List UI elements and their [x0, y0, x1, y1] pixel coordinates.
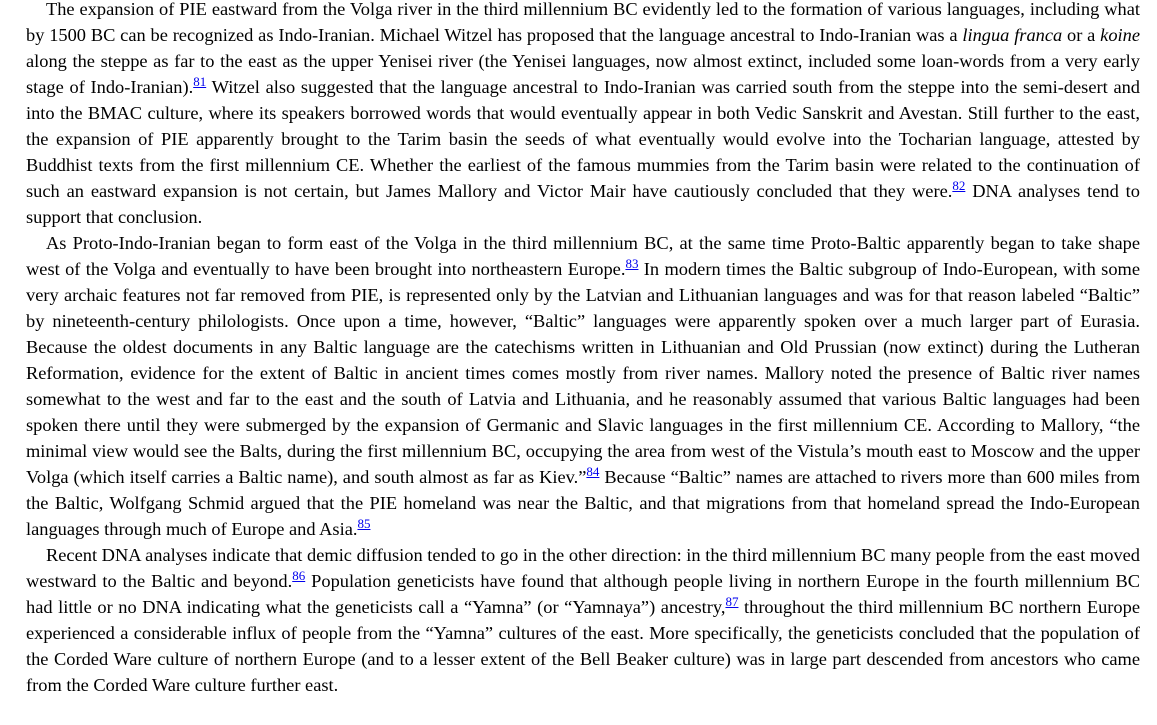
text-run: Recent DNA analyses indicate that demic diffusion tended to go in the other direction: in the third millennium BC many people from the east moved westward to the Baltic and beyond. — [26, 545, 1140, 591]
text-run: throughout the third millennium BC northern Europe experienced a considerable influx of people from the “Yamna” cultures of the east. More specifically, the geneticists concluded that the population of the Corded Ware culture of northern Europe (and to a lesser extent of the Bell Beaker culture) was in large part descended from ancestors who came from the Corded Ware culture further east. — [26, 597, 1140, 695]
text-run: DNA analyses tend to support that conclusion. — [26, 181, 1140, 227]
text-run: In modern times the Baltic subgroup of Indo-European, with some very archaic features not far removed from PIE, is represented only by the Latvian and Lithuanian languages and was for that reason labeled “Baltic” by nineteenth-century philologists. Once upon a time, however, “Baltic” languages were apparently spoken over a much larger part of Eurasia. Because the oldest documents in any Baltic language are the catechisms written in Lithuanian and Old Prussian (now extinct) during the Lutheran Reformation, evidence for the extent of Baltic in ancient times comes mostly from river names. Mallory noted the presence of Baltic river names somewhat to the west and far to the east and the south of Latvia and Lithuania, and he reasonably assumed that various Baltic languages had been spoken there until they were submerged by the expansion of Germanic and Slavic languages in the first millennium CE. According to Mallory, “the minimal view would see the Balts, during the first millennium BC, occupying the area from west of the Vistula’s mouth east to Moscow and the upper Volga (which itself carries a Baltic name), and south almost as far as Kiev.” — [26, 259, 1141, 487]
footnote-link[interactable]: 84 — [586, 464, 600, 479]
text-run: The expansion of PIE eastward from the Volga river in the third millennium BC evidently led to the formation of various languages, including what by 1500 BC can be recognized as Indo-Iranian. Michael Witzel has proposed that the language ancestral to Indo-Iranian was a — [26, 0, 1140, 45]
paragraph — [26, 542, 1140, 698]
italic-term: lingua franca — [962, 25, 1063, 45]
text-run: Because “Baltic” names are attached to rivers more than 600 miles from the Baltic, Wolfgang Schmid argued that the PIE homeland was near the Baltic, and that migrations from that homeland spread the Indo-European languages through much of Europe and Asia. — [26, 467, 1141, 539]
footnote-link[interactable]: 83 — [625, 256, 639, 271]
text-run: Population geneticists have found that although people living in northern Europe in the fourth millennium BC had little or no DNA indicating what the geneticists call a “Yamna” (or “Yamnaya”) ancestry, — [26, 571, 1141, 617]
footnote-link[interactable]: 82 — [952, 178, 966, 193]
text-run: As Proto-Indo-Iranian began to form east of the Volga in the third millennium BC, at the same time Proto-Baltic apparently began to take shape west of the Volga and eventually to have been brought into northeastern Europe. — [26, 233, 1140, 279]
paragraph — [26, 230, 1140, 542]
text-run: along the steppe as far to the east as the upper Yenisei river (the Yenisei languages, now almost extinct, included some loan-words from a very early stage of Indo-Iranian). — [26, 51, 1140, 97]
footnote-link[interactable]: 86 — [292, 568, 306, 583]
footnote-link[interactable]: 85 — [357, 516, 371, 531]
text-run: Witzel also suggested that the language ancestral to Indo-Iranian was carried south from the steppe into the semi-desert and into the BMAC culture, where its speakers borrowed words that would eventually appear in both Vedic Sanskrit and Avestan. Still further to the east, the expansion of PIE apparently brought to the Tarim basin the seeds of what eventually would evolve into the Tocharian language, attested by Buddhist texts from the first millennium CE. Whether the earliest of the famous mummies from the Tarim basin were related to the continuation of such an eastward expansion is not certain, but James Mallory and Victor Mair have cautiously concluded that they were. — [26, 77, 1141, 201]
text-run: or a — [1062, 25, 1101, 45]
footnote-link[interactable]: 87 — [725, 594, 739, 609]
italic-term: koine — [1100, 25, 1140, 45]
paragraph — [26, 0, 1140, 230]
footnote-link[interactable]: 81 — [193, 74, 207, 89]
